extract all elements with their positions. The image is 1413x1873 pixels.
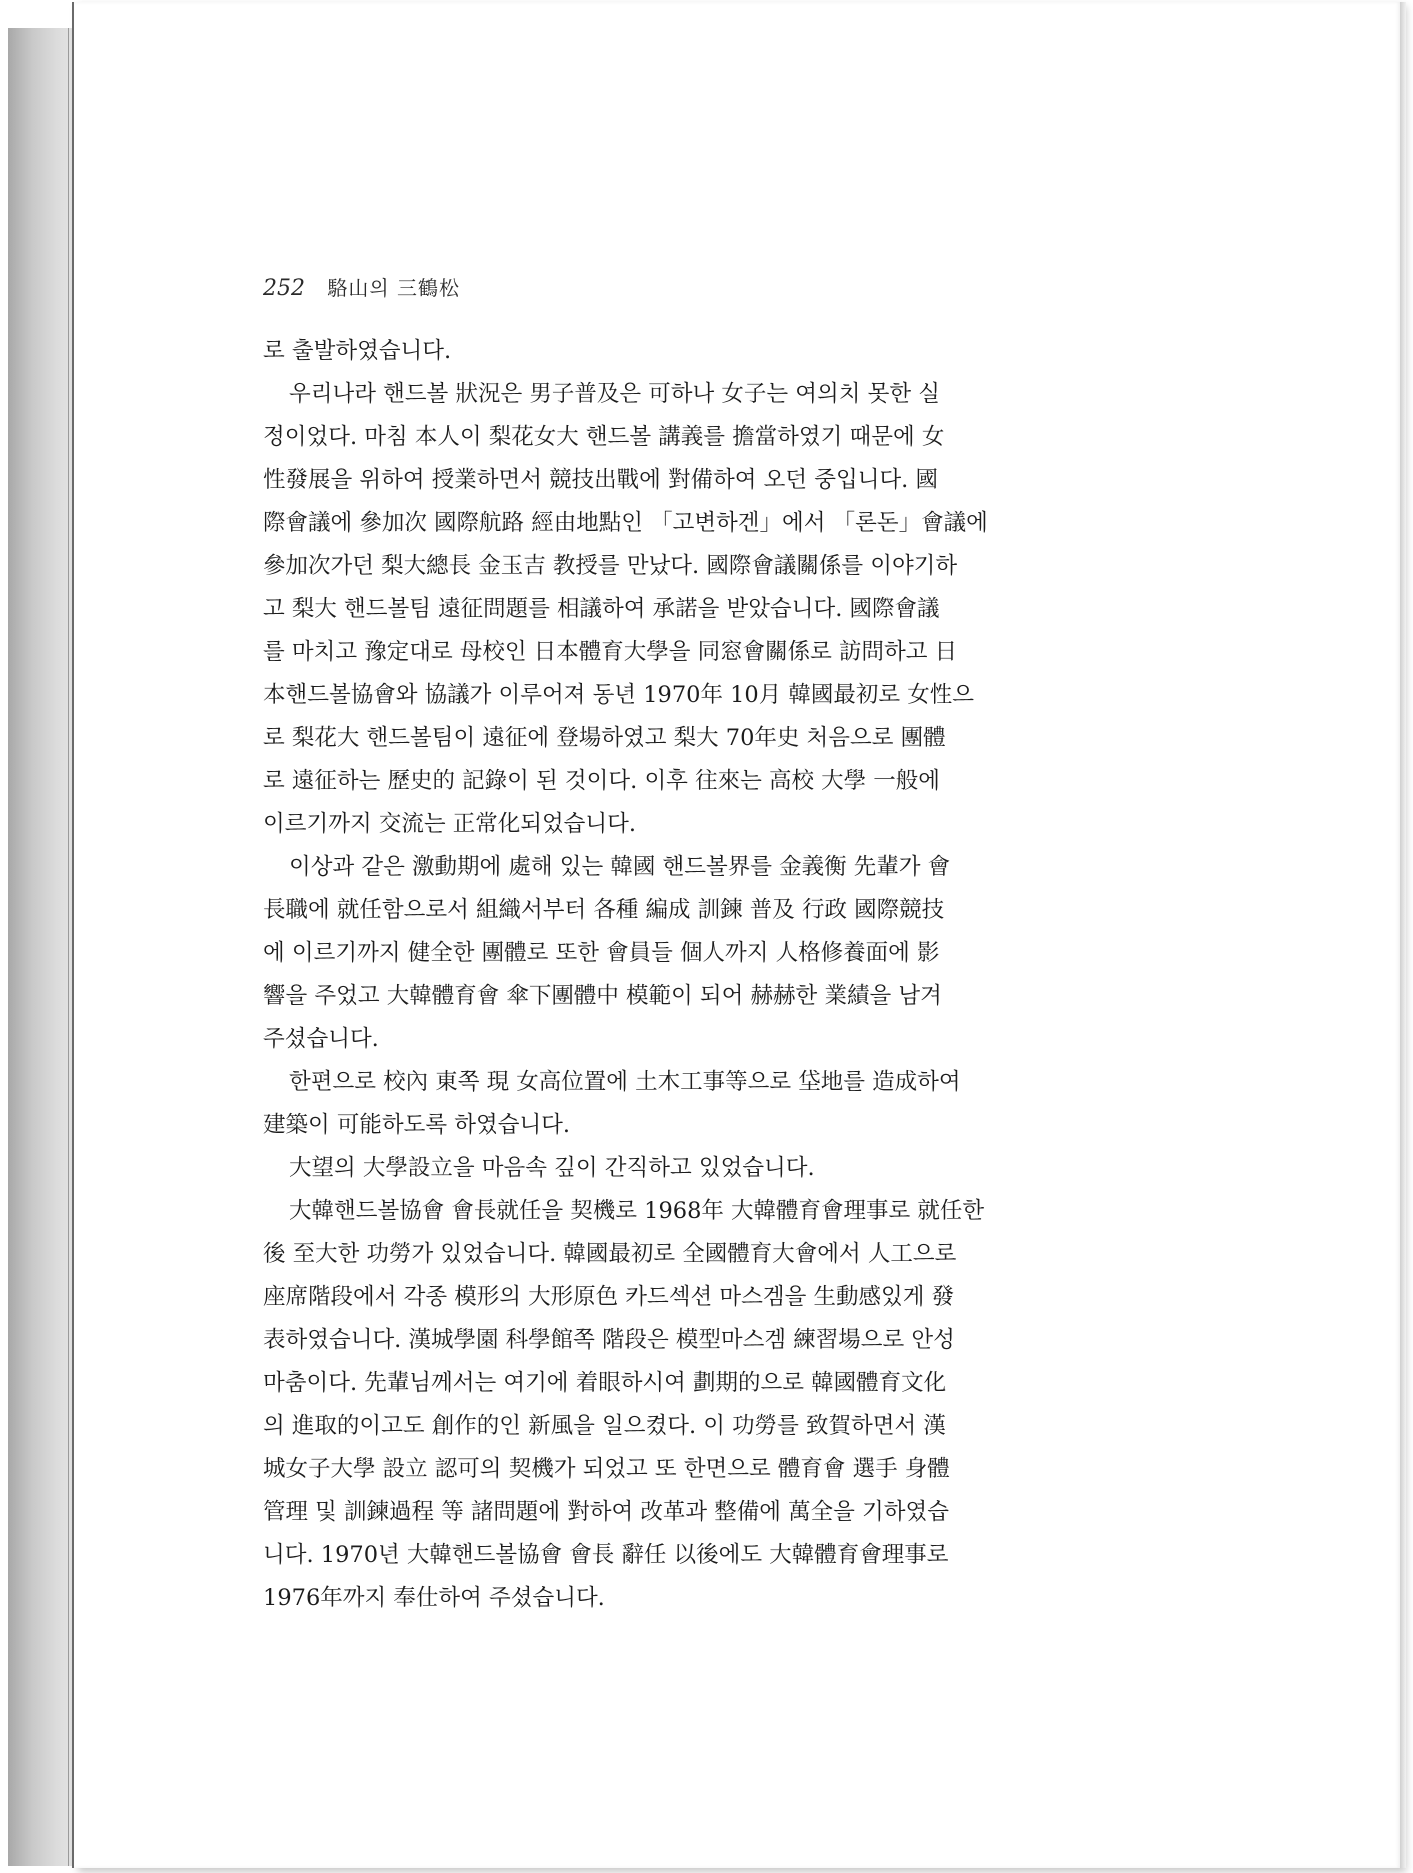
running-header [263,272,460,301]
paragraph-handball-situation: 우리나라 핸드볼 狀況은 男子普及은 可하나 女子는 여의치 못한 실 정이었다. 마침 本人이 梨花女大 핸드볼 講義를 擔當하였기 때문에 女 性發展을 위하여 授業하면서 競技出戰에 對備하여 오던 중입니다. 國 際會議에 參加次 國際航路 經由地點인 「고변하겐」에서 「론돈」會議에 參加次가던 梨大總長 金玉吉 教授를 만났다. 國際會議關係를 이야기하 고 梨大 핸드볼팀 遠征問題를 相議하여 承諾을 받았습니다. 國際會議 를 마치고 豫定대로 母校인 日本體育大學을 同窓會關係로 訪問하고 日 本핸드볼協會와 協議가 이루어져 동년 1970年 10月 韓國最初로 女性으 로 梨花大 핸드볼팀이 遠征에 登場하였고 梨大 70年史 처음으로 團體 로 遠征하는 歷史的 記錄이 된 것이다. 이후 往來는 高校 大學 一般에 이르기까지 交流는 正常化되었습니다. [263,381,988,837]
paragraph-campus-construction: 한편으로 校內 東쪽 現 女高位置에 土木工事等으로 垈地를 造成하여 建築이 可能하도록 하였습니다. [263,1069,961,1138]
body-text [263,330,1163,1620]
running-title: 駱山의 三鶴松 [327,276,461,300]
paragraph-university-hope: 大望의 大學設立을 마음속 깊이 간직하고 있었습니다. [289,1155,815,1181]
page-right-edge [1400,2,1406,1868]
page-number: 252 [263,276,305,301]
page-stack-edge [8,28,78,1866]
paragraph-sports-council: 大韓핸드볼協會 會長就任을 契機로 1968年 大韓體育會理事로 就任한 後 至大한 功勞가 있었습니다. 韓國最初로 全國體育大會에서 人工으로 座席階段에서 각종 模形의 大形原色 카드섹션 마스겜을 生動感있게 發 表하였습니다. 漢城學園 科學館쪽 階段은 模型마스겜 練習場으로 안성 마춤이다. 先輩님께서는 여기에 着眼하시여 劃期的으로 韓國體育文化 의 進取的이고도 創作的인 新風을 일으켰다. 이 功勞를 致賀하면서 漢 城女子大學 設立 認可의 契機가 되었고 또 한면으로 體育會 選手 身體 管理 및 訓鍊過程 等 諸問題에 對하여 改革과 整備에 萬全을 기하였습 니다. 1970년 大韓핸드볼協會 會長 辭任 以後에도 大韓體育會理事로 1976年까지 奉仕하여 주셨습니다. [263,1198,985,1611]
paragraph-continuation: 로 출발하였습니다. [263,338,452,364]
paragraph-association-leadership: 이상과 같은 激動期에 處해 있는 韓國 핸드볼界를 金義衡 先輩가 會 長職에 就任함으로서 組織서부터 各種 編成 訓鍊 普及 行政 國際競技 에 이르기까지 健全한 團體로 또한 會員들 個人까지 人格修養面에 影 響을 주었고 大韓體育會 傘下團體中 模範이 되어 赫赫한 業績을 남겨 주셨습니다. [263,854,951,1052]
page-stack-divider [68,28,69,1866]
